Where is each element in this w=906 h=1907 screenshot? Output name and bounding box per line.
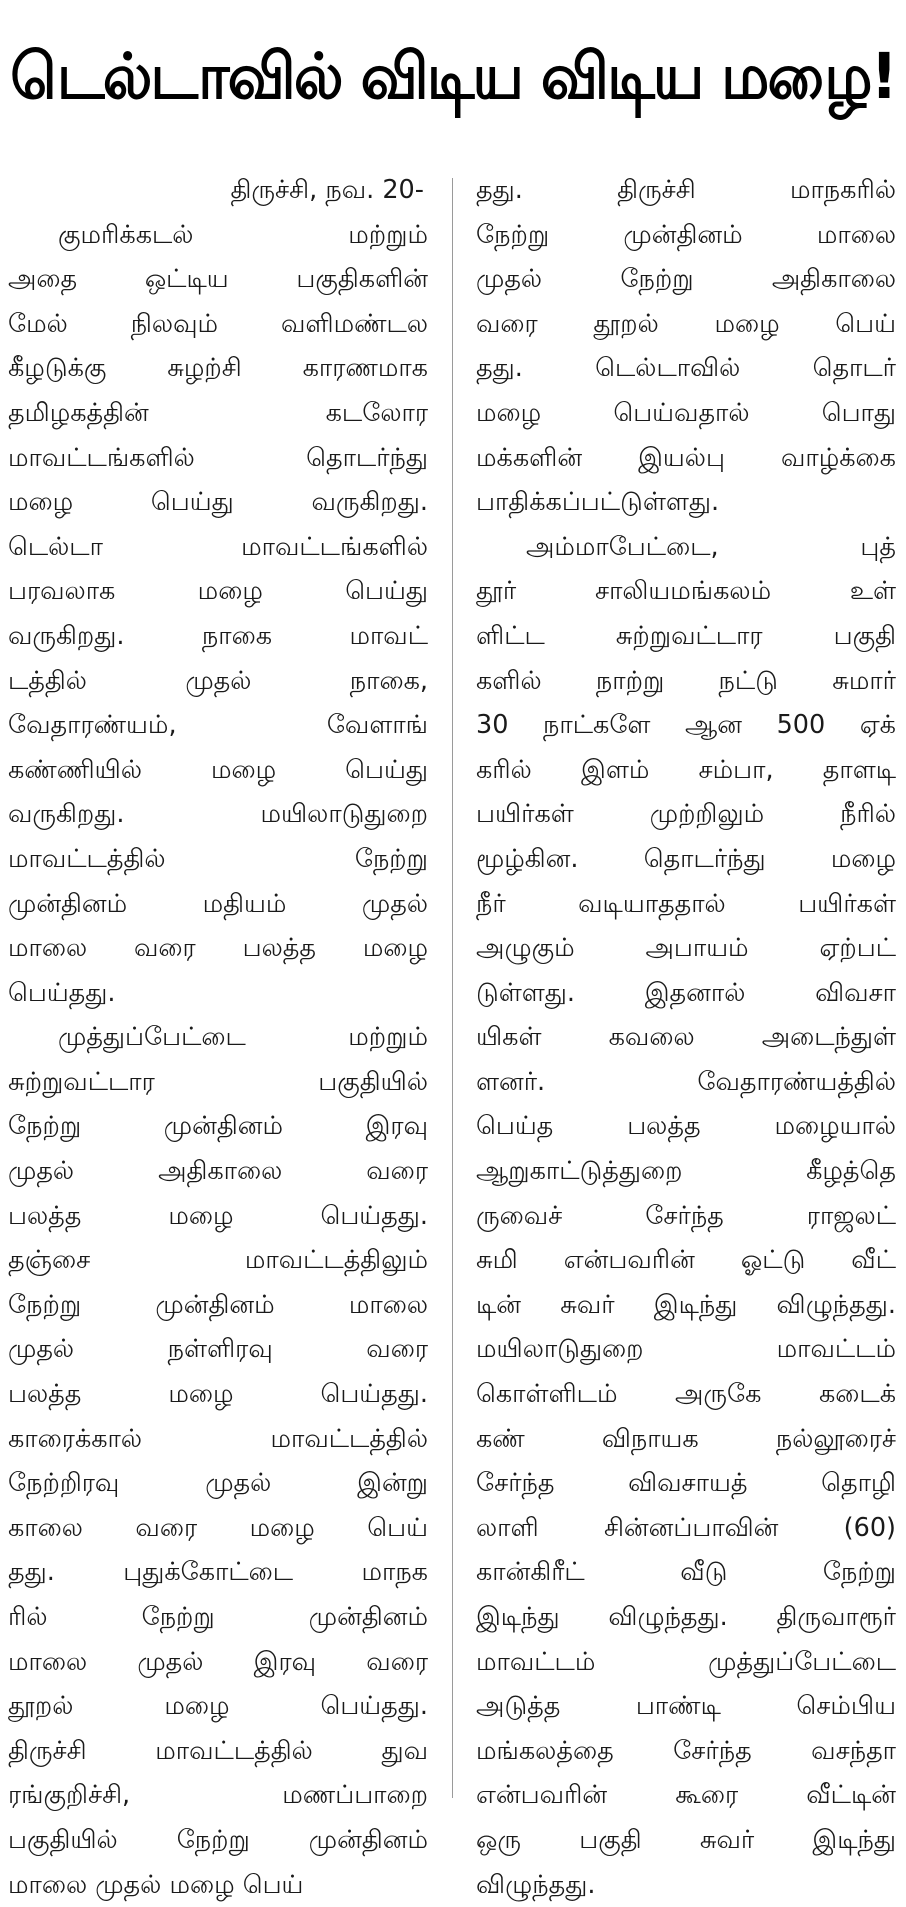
article-line: தமிழகத்தின் கடலோர xyxy=(8,397,428,428)
article-line: சேர்ந்த விவசாயத் தொழி xyxy=(476,1468,896,1499)
article-line: மங்கலத்தை சேர்ந்த வசந்தா xyxy=(476,1735,896,1766)
article-line: விழுந்தது. xyxy=(476,1869,596,1900)
article-line: தது. டெல்டாவில் தொடர் xyxy=(476,353,896,384)
dateline: திருச்சி, நவ. 20- xyxy=(230,175,424,205)
article-line: மக்களின் இயல்பு வாழ்க்கை xyxy=(476,442,896,473)
article-line: முதல் நேற்று அதிகாலை xyxy=(476,264,896,295)
article-line: சுமி என்பவரின் ஓட்டு வீட் xyxy=(476,1245,896,1276)
article-line: குமரிக்கடல் மற்றும் xyxy=(58,219,428,250)
article-line: முதல் நள்ளிரவு வரை xyxy=(8,1334,428,1365)
article-line: முதல் அதிகாலை வரை xyxy=(8,1156,428,1187)
article-line: நேற்றிரவு முதல் இன்று xyxy=(8,1468,428,1499)
article-line: கொள்ளிடம் அருகே கடைக் xyxy=(476,1379,896,1410)
article-line: கான்கிரீட் வீடு நேற்று xyxy=(476,1557,896,1588)
article-line: பயிர்கள் முற்றிலும் நீரில் xyxy=(476,799,896,830)
article-line: காலை வரை மழை பெய் xyxy=(8,1512,428,1543)
article-line: முத்துப்பேட்டை மற்றும் xyxy=(58,1022,428,1053)
article-line: மாலை வரை பலத்த மழை xyxy=(8,933,428,964)
article-column-left xyxy=(8,168,428,1907)
article-line: கண் விநாயக நல்லூரைச் xyxy=(476,1423,896,1454)
article-line: களில் நாற்று நட்டு சுமார் xyxy=(476,665,896,696)
article-line: மழை பெய்து வருகிறது. xyxy=(8,487,428,518)
article-line: ரங்குறிச்சி, மணப்பாறை xyxy=(8,1780,428,1811)
article-line: யிகள் கவலை அடைந்துள் xyxy=(476,1022,896,1053)
article-line: பெய்தது. xyxy=(8,977,116,1008)
article-line: வேதாரண்யம், வேளாங் xyxy=(8,710,428,741)
article-line: நீர் வடியாததால் பயிர்கள் xyxy=(476,888,896,919)
article-line: லாளி சின்னப்பாவின் (60) xyxy=(476,1512,896,1543)
article-line: நேற்று முன்தினம் இரவு xyxy=(8,1111,428,1142)
article-line: அதை ஒட்டிய பகுதிகளின் xyxy=(8,264,428,295)
article-line: மேல் நிலவும் வளிமண்டல xyxy=(8,308,428,339)
article-line: பகுதியில் நேற்று முன்தினம் xyxy=(8,1824,428,1855)
article-line: கீழடுக்கு சுழற்சி காரணமாக xyxy=(8,353,428,384)
article-column-right xyxy=(476,168,896,1907)
article-line: ளனர். வேதாரண்யத்தில் xyxy=(476,1066,896,1097)
article-line: ஒரு பகுதி சுவர் இடிந்து xyxy=(476,1824,896,1855)
article-line: பலத்த மழை பெய்தது. xyxy=(8,1379,428,1410)
article-line: மாலை முதல் இரவு வரை xyxy=(8,1646,428,1677)
article-line: ளிட்ட சுற்றுவட்டார பகுதி xyxy=(476,620,896,651)
article-line: காரைக்கால் மாவட்டத்தில் xyxy=(8,1423,428,1454)
article-line: பெய்த பலத்த மழையால் xyxy=(476,1111,896,1142)
article-line: மயிலாடுதுறை மாவட்டம் xyxy=(476,1334,896,1365)
article-line: தது. திருச்சி மாநகரில் xyxy=(476,175,896,205)
article-line: ருவைச் சேர்ந்த ராஜலட் xyxy=(476,1200,896,1231)
headline: டெல்டாவில் விடிய விடிய மழை! xyxy=(10,40,896,114)
article-line: மூழ்கின. தொடர்ந்து மழை xyxy=(476,843,896,874)
article-line: நேற்று முன்தினம் மாலை xyxy=(476,219,896,250)
article-line: பாதிக்கப்பட்டுள்ளது. xyxy=(476,487,720,518)
article-line: கரில் இளம் சம்பா, தாளடி xyxy=(476,754,896,785)
article-line: நேற்று முன்தினம் மாலை xyxy=(8,1289,428,1320)
article-line: டுள்ளது. இதனால் விவசா xyxy=(476,977,896,1008)
article-line: மாலை முதல் மழை பெய் xyxy=(8,1869,304,1900)
article-line: தூறல் மழை பெய்தது. xyxy=(8,1691,428,1722)
column-divider xyxy=(452,178,453,1798)
article-line: மாவட்டத்தில் நேற்று xyxy=(8,843,428,874)
article-line: அடுத்த பாண்டி செம்பிய xyxy=(476,1691,896,1722)
article-line: டெல்டா மாவட்டங்களில் xyxy=(8,531,428,562)
article-line: வருகிறது. மயிலாடுதுறை xyxy=(8,799,428,830)
article-line: 30 நாட்களே ஆன 500 ஏக் xyxy=(476,710,896,741)
article-line: இடிந்து விழுந்தது. திருவாரூர் xyxy=(476,1602,896,1632)
article-line: மாவட்டங்களில் தொடர்ந்து xyxy=(8,442,428,473)
article-line: சுற்றுவட்டார பகுதியில் xyxy=(8,1066,428,1097)
article-line: வருகிறது. நாகை மாவட் xyxy=(8,620,428,651)
article-line: தஞ்சை மாவட்டத்திலும் xyxy=(8,1245,428,1276)
article-line: தது. புதுக்கோட்டை மாநக xyxy=(8,1557,428,1588)
article-line: அம்மாபேட்டை, புத் xyxy=(526,531,896,562)
article-line: மாவட்டம் முத்துப்பேட்டை xyxy=(476,1646,896,1677)
article-line: ரில் நேற்று முன்தினம் xyxy=(8,1602,428,1632)
article-line: டின் சுவர் இடிந்து விழுந்தது. xyxy=(476,1289,896,1320)
article-line: திருச்சி மாவட்டத்தில் துவ xyxy=(8,1735,428,1766)
article-line: டத்தில் முதல் நாகை, xyxy=(8,665,428,696)
article-line: பலத்த மழை பெய்தது. xyxy=(8,1200,428,1231)
article-line: முன்தினம் மதியம் முதல் xyxy=(8,888,428,919)
article-line: பரவலாக மழை பெய்து xyxy=(8,576,428,607)
article-line: ஆறுகாட்டுத்துறை கீழத்தெ xyxy=(476,1156,896,1187)
article-line: என்பவரின் கூரை வீட்டின் xyxy=(476,1780,896,1811)
article-line: வரை தூறல் மழை பெய் xyxy=(476,308,896,339)
article-line: மழை பெய்வதால் பொது xyxy=(476,397,896,428)
article-line: கண்ணியில் மழை பெய்து xyxy=(8,754,428,785)
article-line: தூர் சாலியமங்கலம் உள் xyxy=(476,576,896,607)
article-line: அழுகும் அபாயம் ஏற்பட் xyxy=(476,933,896,964)
